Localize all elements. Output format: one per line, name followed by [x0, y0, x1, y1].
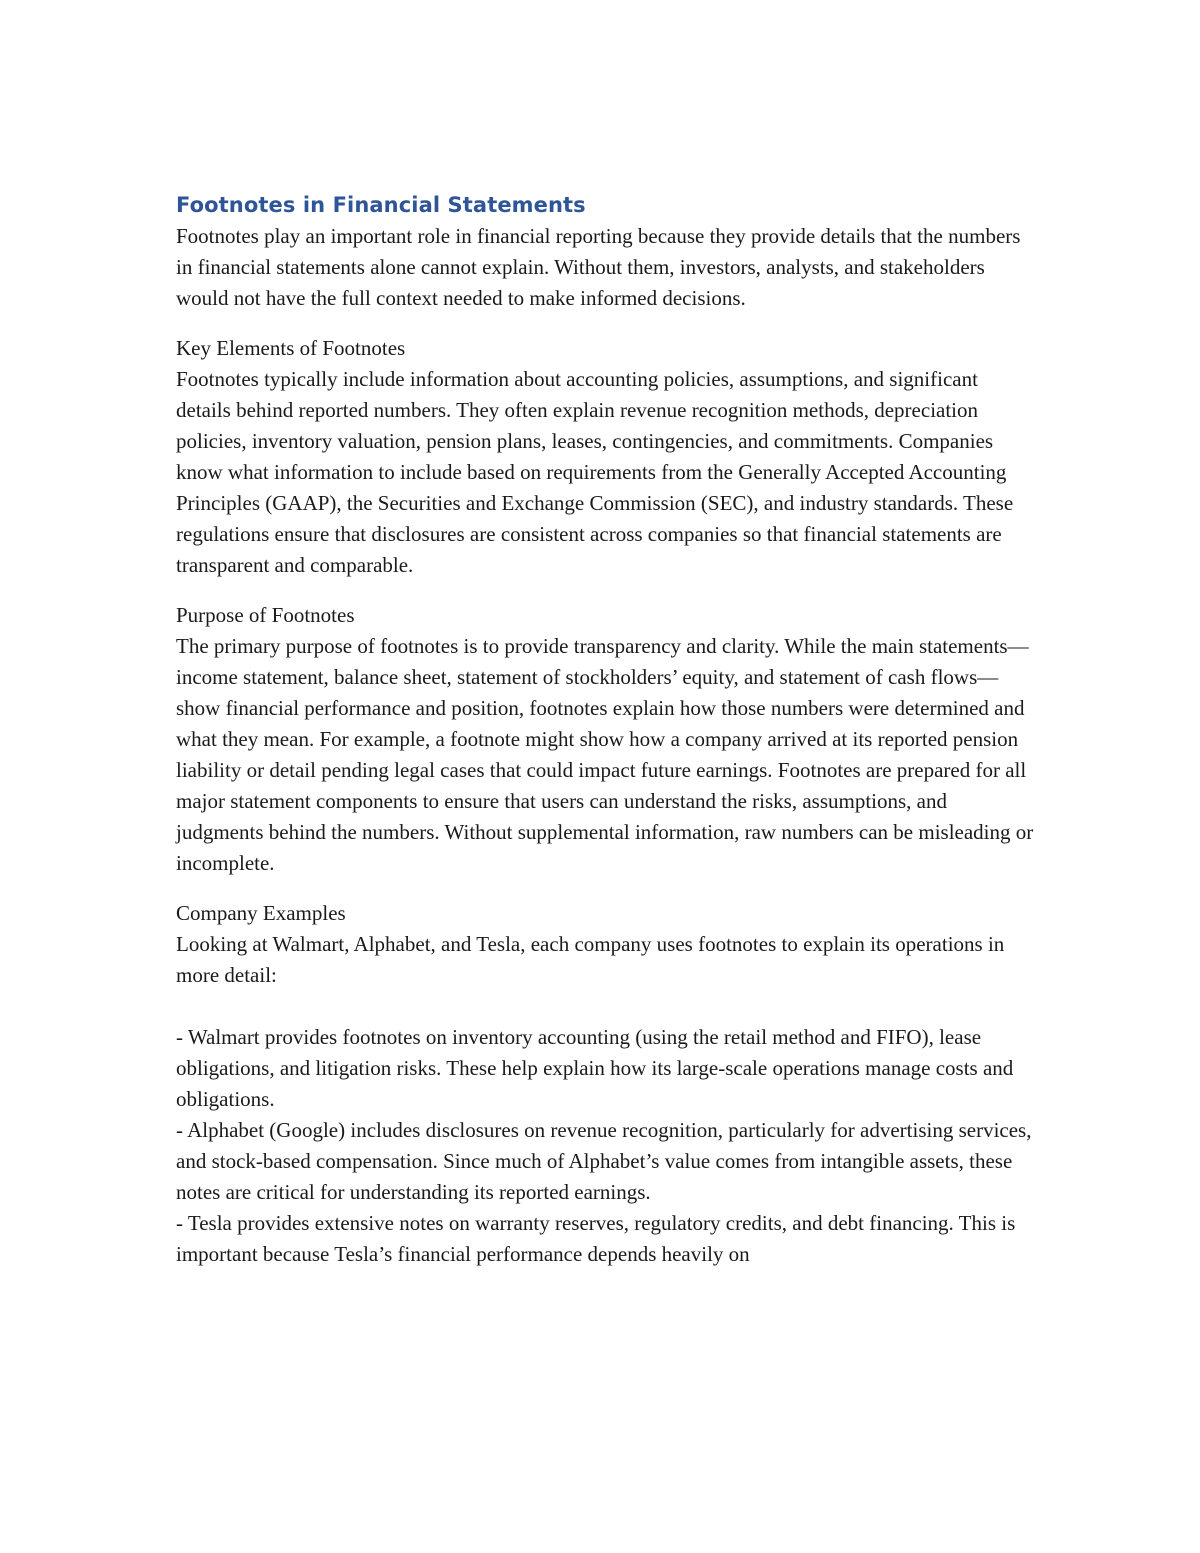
list-item-alphabet: - Alphabet (Google) includes disclosures on revenue recognition, particularly for advertising services, and stock-based compensation. Since much of Alphabet’s value comes from intangible assets, these notes are critical for understanding its reported earnings. — [176, 1118, 1032, 1204]
section-heading: Key Elements of Footnotes — [176, 336, 406, 360]
section-body: The primary purpose of footnotes is to provide transparency and clarity. While the main statements—income statement, balance sheet, statement of stockholders’ equity, and statement of cash flows—show financial performance and position, footnotes explain how those numbers were determined and what they mean. For example, a footnote might show how a company arrived at its reported pension liability or detail pending legal cases that could impact future earnings. Footnotes are prepared for all major statement components to ensure that users can understand the risks, assumptions, and judgments behind the numbers. Without supplemental information, raw numbers can be misleading or incomplete. — [176, 634, 1034, 875]
section-heading: Purpose of Footnotes — [176, 603, 355, 627]
section-body: Looking at Walmart, Alphabet, and Tesla, each company uses footnotes to explain its operations in more detail: — [176, 932, 1005, 987]
section-key-elements — [176, 333, 1036, 581]
intro-paragraph: Footnotes play an important role in financial reporting because they provide details that the numbers in financial statements alone cannot explain. Without them, investors, analysts, and stakeholders would not have the full context needed to make informed decisions. — [176, 224, 1021, 310]
section-purpose — [176, 600, 1036, 879]
list-item-walmart: - Walmart provides footnotes on inventory accounting (using the retail method and FIFO), lease obligations, and litigation risks. These help explain how its large-scale operations manage costs and obligations. — [176, 1025, 1014, 1111]
section-company-examples — [176, 898, 1036, 1270]
document-page — [176, 190, 1036, 1270]
section-heading: Company Examples — [176, 901, 346, 925]
section-body: Footnotes typically include information about accounting policies, assumptions, and significant details behind reported numbers. They often explain revenue recognition methods, depreciation policies, inventory valuation, pension plans, leases, contingencies, and commitments. Companies know what information to include based on requirements from the Generally Accepted Accounting Principles (GAAP), the Securities and Exchange Commission (SEC), and industry standards. These regulations ensure that disclosures are consistent across companies so that financial statements are transparent and comparable. — [176, 367, 1014, 577]
list-item-tesla: - Tesla provides extensive notes on warranty reserves, regulatory credits, and debt financing. This is important because Tesla’s financial performance depends heavily on — [176, 1211, 1016, 1266]
spacer — [176, 991, 1036, 1022]
document-title: Footnotes in Financial Statements — [176, 193, 586, 217]
